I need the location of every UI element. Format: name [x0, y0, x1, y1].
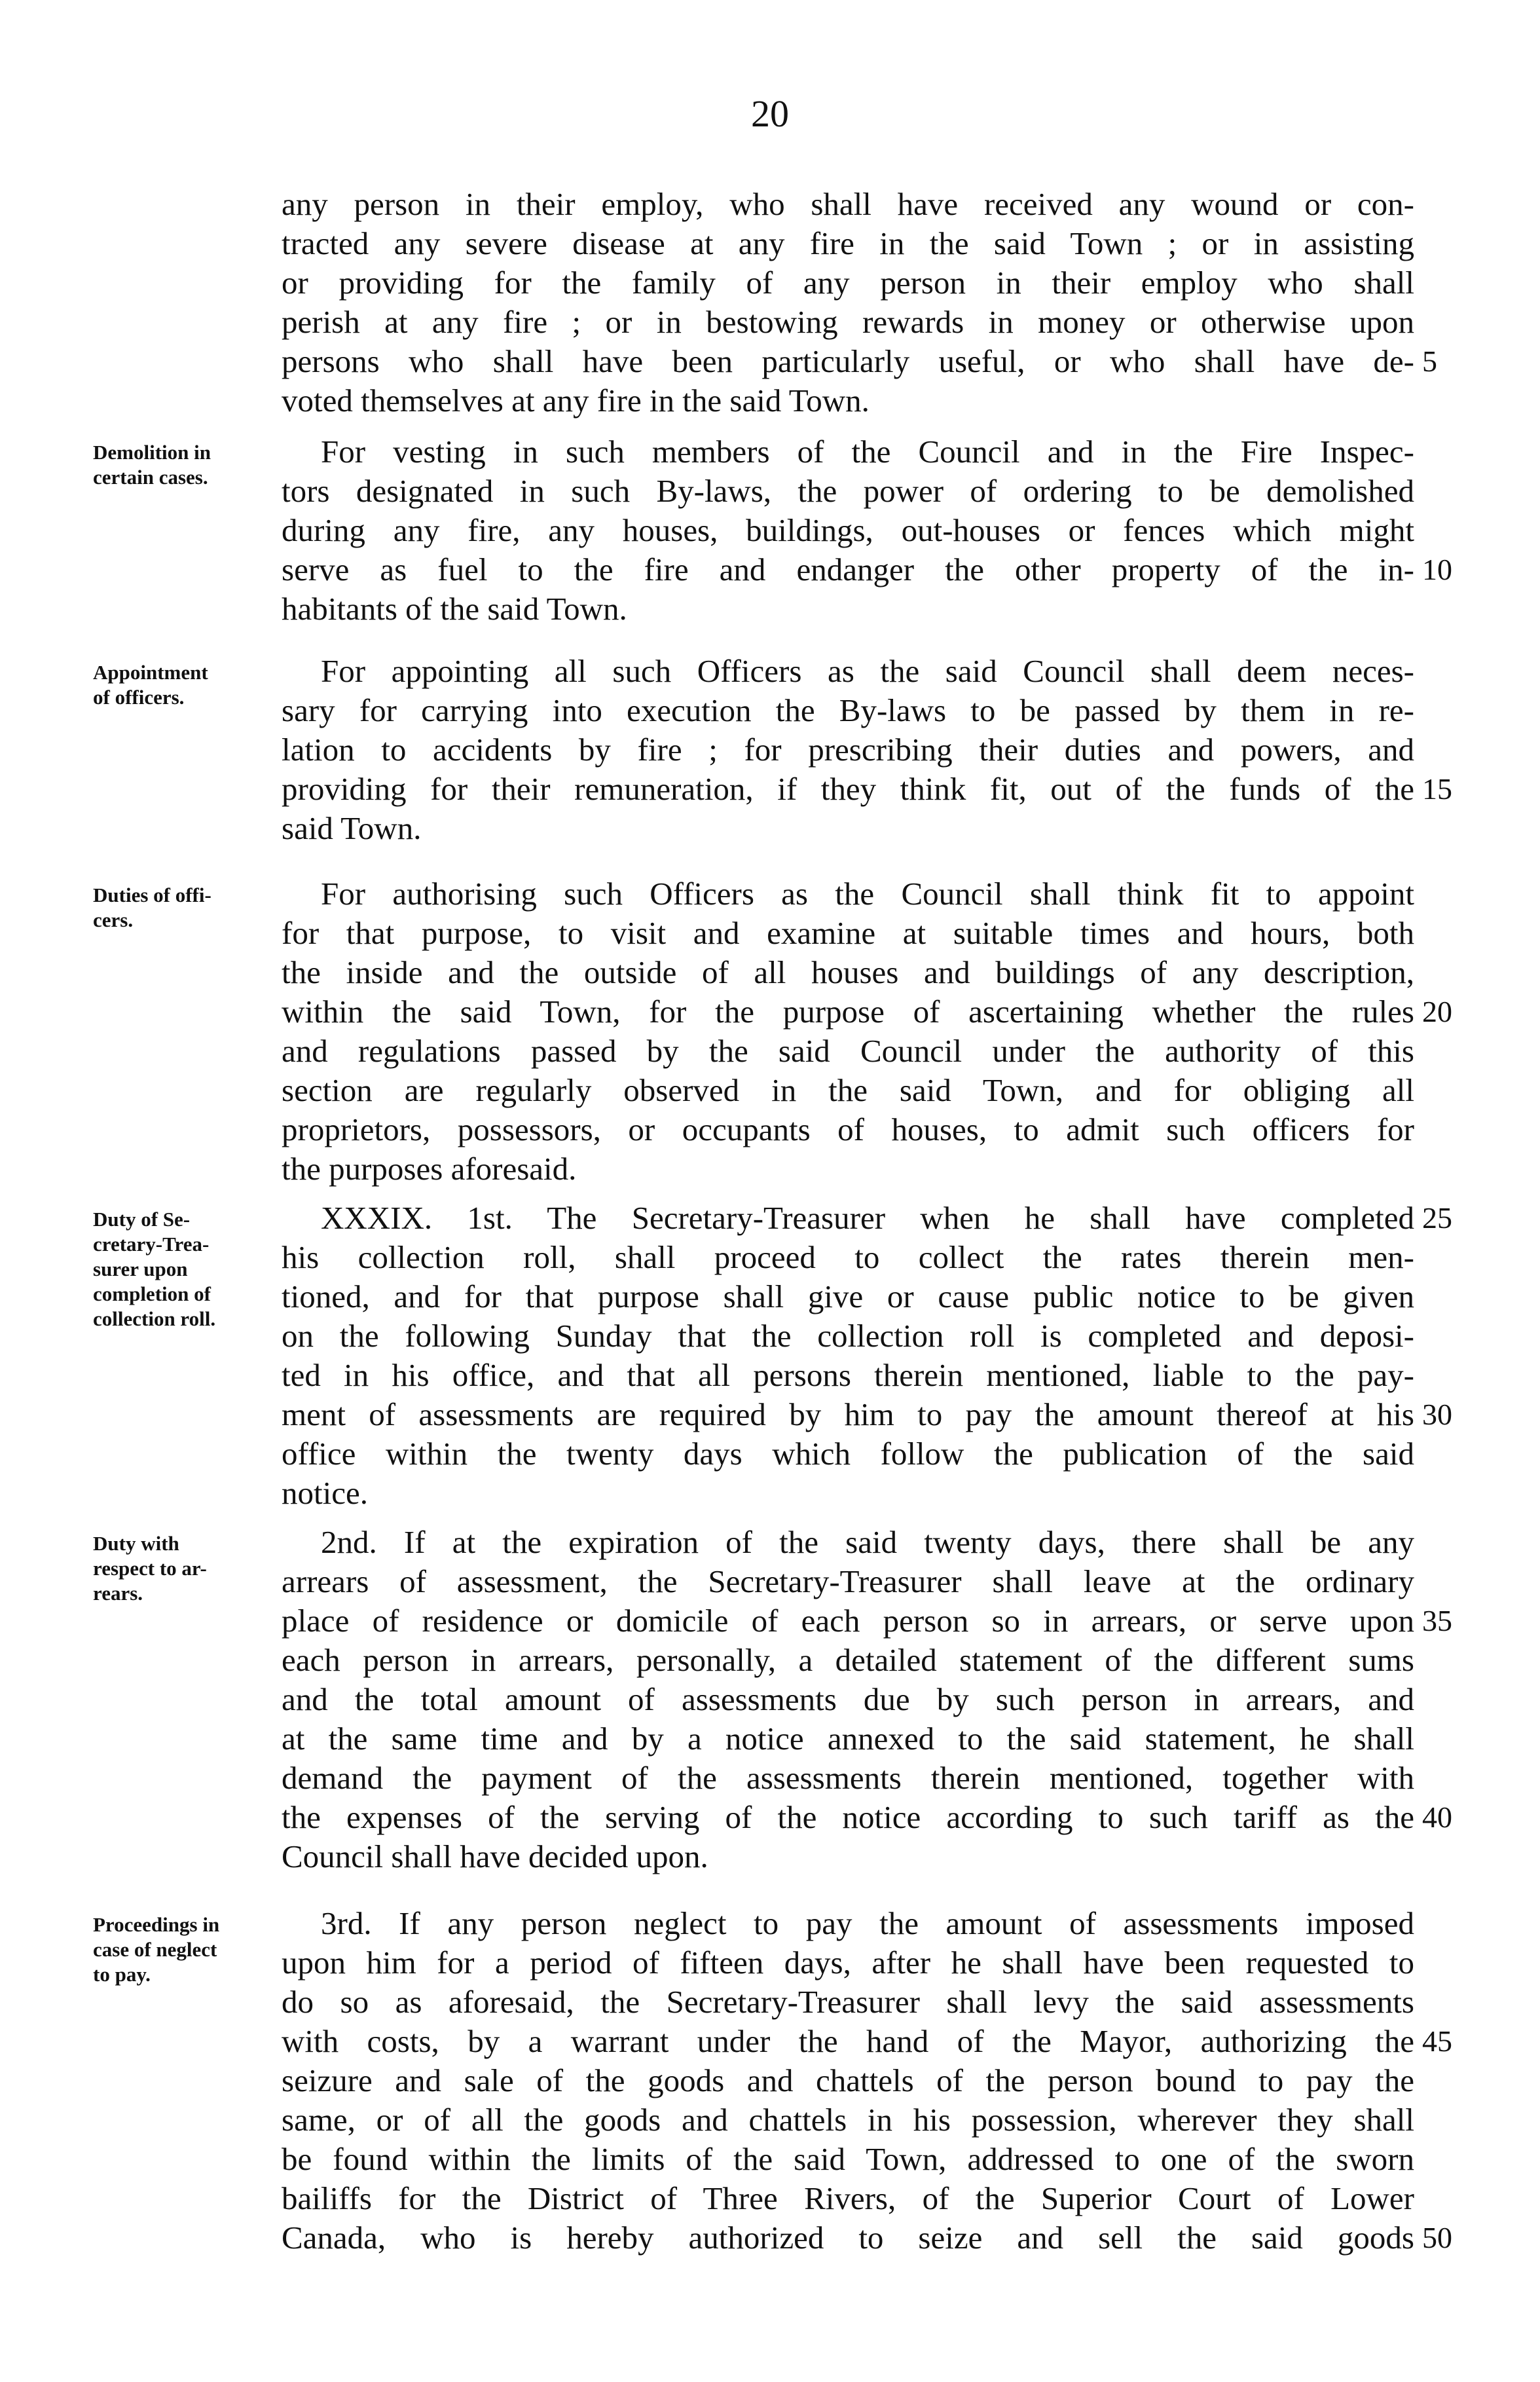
line-number: 50	[1422, 2221, 1452, 2254]
text-line: his collection roll, shall proceed to collect the rates therein men-	[282, 1239, 1414, 1275]
text-line: For vesting in such members of the Council and in the Fire Inspec-	[321, 434, 1414, 470]
text-line: persons who shall have been particularly useful, or who shall have de-	[282, 343, 1414, 379]
paragraph-appointment	[282, 652, 1414, 848]
text-line: with costs, by a warrant under the hand of the Mayor, authorizing the	[282, 2023, 1414, 2059]
text-line: 3rd. If any person neglect to pay the amount of assessments imposed	[321, 1905, 1414, 1941]
text-line: XXXIX. 1st. The Secretary-Treasurer when he shall have completed	[321, 1200, 1414, 1236]
side-note-line: Proceedings in	[93, 1913, 220, 1936]
text-line: seizure and sale of the goods and chattels of the person bound to pay the	[282, 2062, 1414, 2098]
text-line: tracted any severe disease at any fire in the said Town ; or in assisting	[282, 225, 1414, 261]
text-line: any person in their employ, who shall have received any wound or con-	[282, 186, 1414, 222]
paragraph-arrears	[282, 1523, 1414, 1876]
text-line: tioned, and for that purpose shall give or cause public notice to be given	[282, 1278, 1414, 1314]
text-line: each person in arrears, personally, a detailed statement of the different sums	[282, 1642, 1414, 1678]
line-number: 15	[1422, 772, 1452, 806]
side-note-line: to pay.	[93, 1963, 151, 1986]
line-number: 25	[1422, 1201, 1452, 1235]
side-note-duties	[93, 883, 283, 933]
side-note-line: cers.	[93, 908, 134, 931]
line-number: 30	[1422, 1398, 1452, 1431]
side-note-neglect	[93, 1912, 283, 1987]
side-note-arrears	[93, 1531, 283, 1606]
text-line: on the following Sunday that the collection roll is completed and deposi-	[282, 1318, 1414, 1354]
side-note-line: Demolition in	[93, 441, 211, 464]
text-line: Canada, who is hereby authorized to seize and sell the said goods	[282, 2220, 1414, 2256]
text-line: for that purpose, to visit and examine at suitable times and hours, both	[282, 915, 1414, 951]
text-line: For authorising such Officers as the Council shall think fit to appoint	[321, 876, 1414, 912]
side-note-line: collection roll.	[93, 1307, 216, 1330]
side-note-line: Duty of Se-	[93, 1208, 191, 1231]
text-line: upon him for a period of fifteen days, after he shall have been requested to	[282, 1945, 1414, 1981]
text-line: notice.	[282, 1475, 368, 1511]
text-line: sary for carrying into execution the By-laws to be passed by them in re-	[282, 692, 1414, 728]
text-line: arrears of assessment, the Secretary-Treasurer shall leave at the ordinary	[282, 1563, 1414, 1599]
text-line: or providing for the family of any person in their employ who shall	[282, 265, 1414, 301]
text-line: office within the twenty days which follow the publication of the said	[282, 1436, 1414, 1472]
text-line: ment of assessments are required by him to pay the amount thereof at his	[282, 1396, 1414, 1432]
text-line: 2nd. If at the expiration of the said twenty days, there shall be any	[321, 1524, 1414, 1560]
text-line: the expenses of the serving of the notice according to such tariff as the	[282, 1799, 1414, 1835]
side-note-line: rears.	[93, 1582, 143, 1605]
text-line: at the same time and by a notice annexed to the said statement, he shall	[282, 1721, 1414, 1757]
paragraph-demolition	[282, 432, 1414, 629]
text-line: do so as aforesaid, the Secretary-Treasurer shall levy the said assessments	[282, 1984, 1414, 2020]
side-note-line: surer upon	[93, 1257, 188, 1280]
line-number: 10	[1422, 553, 1452, 586]
side-note-line: Duties of offi-	[93, 884, 211, 906]
side-note-line: of officers.	[93, 686, 185, 709]
text-line: the purposes aforesaid.	[282, 1151, 577, 1187]
text-line: lation to accidents by fire ; for prescribing their duties and powers, and	[282, 732, 1414, 768]
paragraph-wound-rewards	[282, 185, 1414, 420]
text-line: ted in his office, and that all persons therein mentioned, liable to the pay-	[282, 1357, 1414, 1393]
paragraph-neglect	[282, 1904, 1414, 2258]
text-line: section are regularly observed in the said Town, and for obliging all	[282, 1072, 1414, 1108]
side-note-line: respect to ar-	[93, 1557, 207, 1580]
side-note-line: certain cases.	[93, 466, 208, 489]
text-line: be found within the limits of the said Town, addressed to one of the sworn	[282, 2141, 1414, 2177]
text-line: and the total amount of assessments due by such person in arrears, and	[282, 1681, 1414, 1717]
side-note-line: Appointment	[93, 661, 208, 684]
side-note-secretary	[93, 1207, 283, 1331]
line-number: 20	[1422, 995, 1452, 1028]
paragraph-officers-duties	[282, 874, 1414, 1189]
side-note-line: case of neglect	[93, 1938, 217, 1961]
paragraph-section-xxxix	[282, 1199, 1414, 1513]
line-number: 40	[1422, 1800, 1452, 1834]
text-line: tors designated in such By-laws, the power of ordering to be demolished	[282, 473, 1414, 509]
text-line: habitants of the said Town.	[282, 591, 627, 627]
side-note-line: Duty with	[93, 1532, 179, 1555]
text-line: said Town.	[282, 810, 422, 846]
text-line: Council shall have decided upon.	[282, 1838, 708, 1874]
text-line: during any fire, any houses, buildings, out-houses or fences which might	[282, 512, 1414, 548]
text-line: serve as fuel to the fire and endanger the other property of the in-	[282, 551, 1414, 587]
text-line: same, or of all the goods and chattels in his possession, wherever they shall	[282, 2102, 1414, 2138]
text-line: bailiffs for the District of Three Rivers, of the Superior Court of Lower	[282, 2180, 1414, 2216]
page-number: 20	[751, 92, 789, 135]
text-line: voted themselves at any fire in the said Town.	[282, 382, 870, 419]
text-line: For appointing all such Officers as the said Council shall deem neces-	[321, 653, 1414, 689]
side-note-demolition	[93, 440, 283, 490]
line-number: 5	[1422, 344, 1437, 378]
line-number: 45	[1422, 2024, 1452, 2058]
text-line: the inside and the outside of all houses and buildings of any description,	[282, 954, 1414, 990]
text-line: providing for their remuneration, if they think fit, out of the funds of the	[282, 771, 1414, 807]
line-number: 35	[1422, 1604, 1452, 1637]
side-note-line: cretary-Trea-	[93, 1233, 210, 1256]
text-line: within the said Town, for the purpose of ascertaining whether the rules	[282, 994, 1414, 1030]
text-line: demand the payment of the assessments therein mentioned, together with	[282, 1760, 1414, 1796]
side-note-line: completion of	[93, 1282, 211, 1305]
text-line: proprietors, possessors, or occupants of houses, to admit such officers for	[282, 1111, 1414, 1147]
text-line: and regulations passed by the said Council under the authority of this	[282, 1033, 1414, 1069]
side-note-appointment	[93, 660, 283, 710]
text-line: perish at any fire ; or in bestowing rewards in money or otherwise upon	[282, 304, 1414, 340]
text-line: place of residence or domicile of each person so in arrears, or serve upon	[282, 1603, 1414, 1639]
